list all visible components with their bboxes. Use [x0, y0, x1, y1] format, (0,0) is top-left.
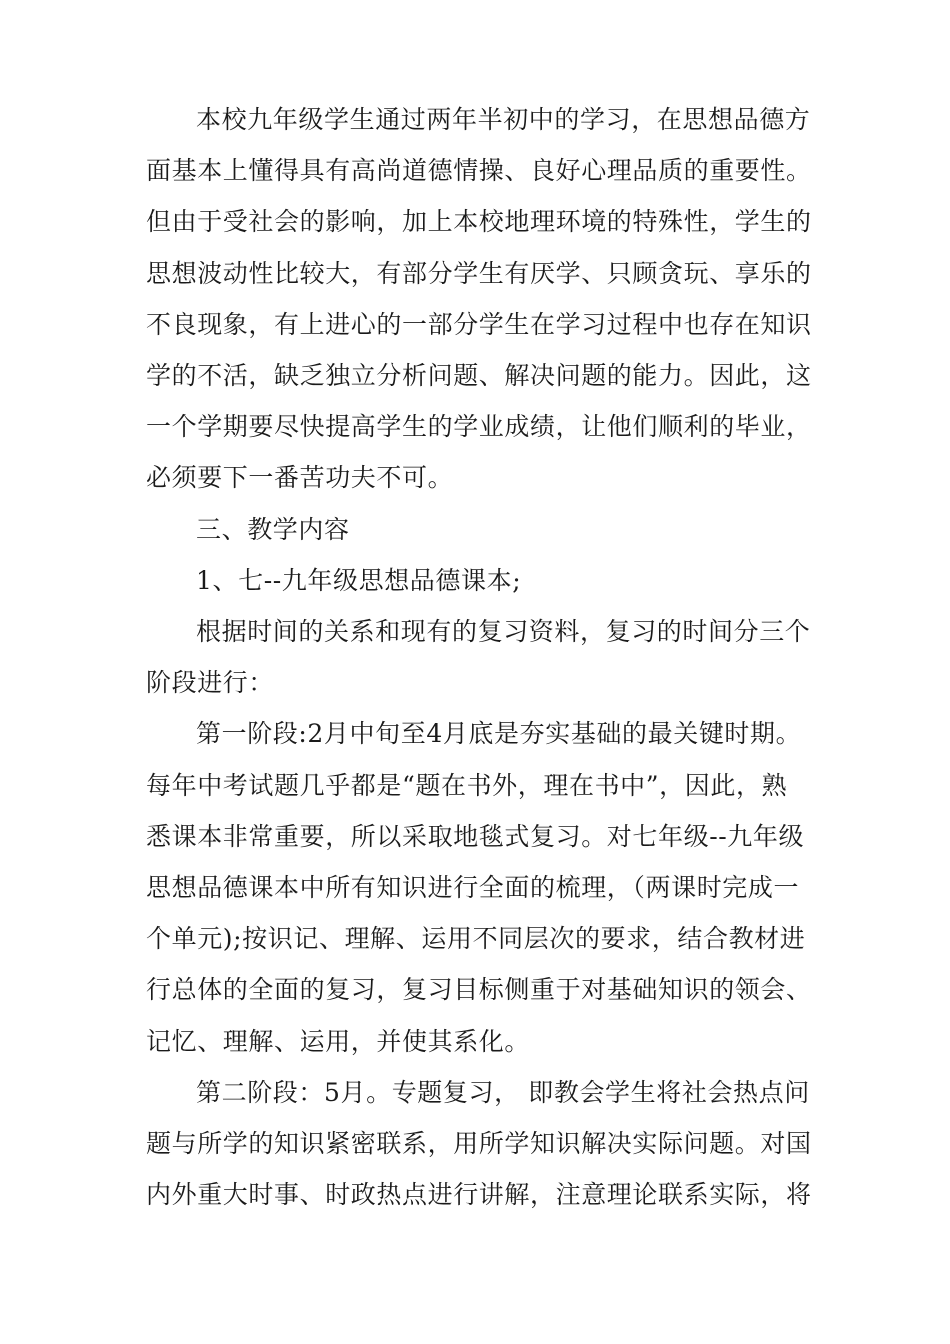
text-line: 面基本上懂得具有高尚道德情操、良好心理品质的重要性。	[146, 156, 812, 186]
text-line: 第一阶段:2月中旬至4月底是夯实基础的最关键时期。	[196, 719, 802, 749]
text-line: 第二阶段：5月。专题复习， 即教会学生将社会热点问	[196, 1077, 810, 1107]
text-line: 悉课本非常重要，所以采取地毯式复习。对七年级--九年级	[146, 821, 805, 851]
text-line: 必须要下一番苦功夫不可。	[146, 463, 454, 493]
text-line: 思想品德课本中所有知识进行全面的梳理，（两课时完成一	[146, 873, 800, 903]
text-line: 学的不活，缺乏独立分析问题、解决问题的能力。因此，这	[146, 361, 812, 391]
text-line: 每年中考试题几乎都是“题在书外，理在书中”，因此，熟	[146, 770, 788, 800]
text-line: 一个学期要尽快提高学生的学业成绩，让他们顺利的毕业，	[146, 412, 812, 442]
text-line: 阶段进行：	[146, 668, 275, 698]
list-item-textbook	[146, 555, 808, 606]
text-line: 行总体的全面的复习，复习目标侧重于对基础知识的领会、	[146, 975, 812, 1005]
document-body	[146, 94, 812, 1220]
text-line: 个单元);按识记、理解、运用不同层次的要求，结合教材进	[146, 924, 806, 954]
text-line: 内外重大时事、时政热点进行讲解，注意理论联系实际，将	[146, 1180, 812, 1210]
section-heading-teaching-content	[146, 504, 808, 555]
text-line: 根据时间的关系和现有的复习资料，复习的时间分三个	[196, 617, 811, 647]
text-line: 记忆、理解、运用，并使其系化。	[146, 1026, 531, 1056]
text-line: 题与所学的知识紧密联系，用所学知识解决实际问题。对国	[146, 1129, 812, 1159]
text-line: 本校九年级学生通过两年半初中的学习，在思想品德方	[196, 105, 811, 134]
text-line: 思想波动性比较大，有部分学生有厌学、只顾贪玩、享乐的	[146, 258, 812, 288]
text-line: 不良现象，有上进心的一部分学生在学习过程中也存在知识	[146, 309, 812, 339]
list-item-text: 1、七--九年级思想品德课本;	[196, 565, 522, 595]
paragraph-phase-two	[146, 1067, 812, 1221]
paragraph-student-situation	[146, 94, 812, 504]
paragraph-review-phases-intro	[146, 606, 811, 708]
paragraph-phase-one	[146, 708, 812, 1066]
text-line: 但由于受社会的影响，加上本校地理环境的特殊性，学生的	[146, 207, 812, 237]
section-heading: 三、教学内容	[196, 514, 350, 544]
